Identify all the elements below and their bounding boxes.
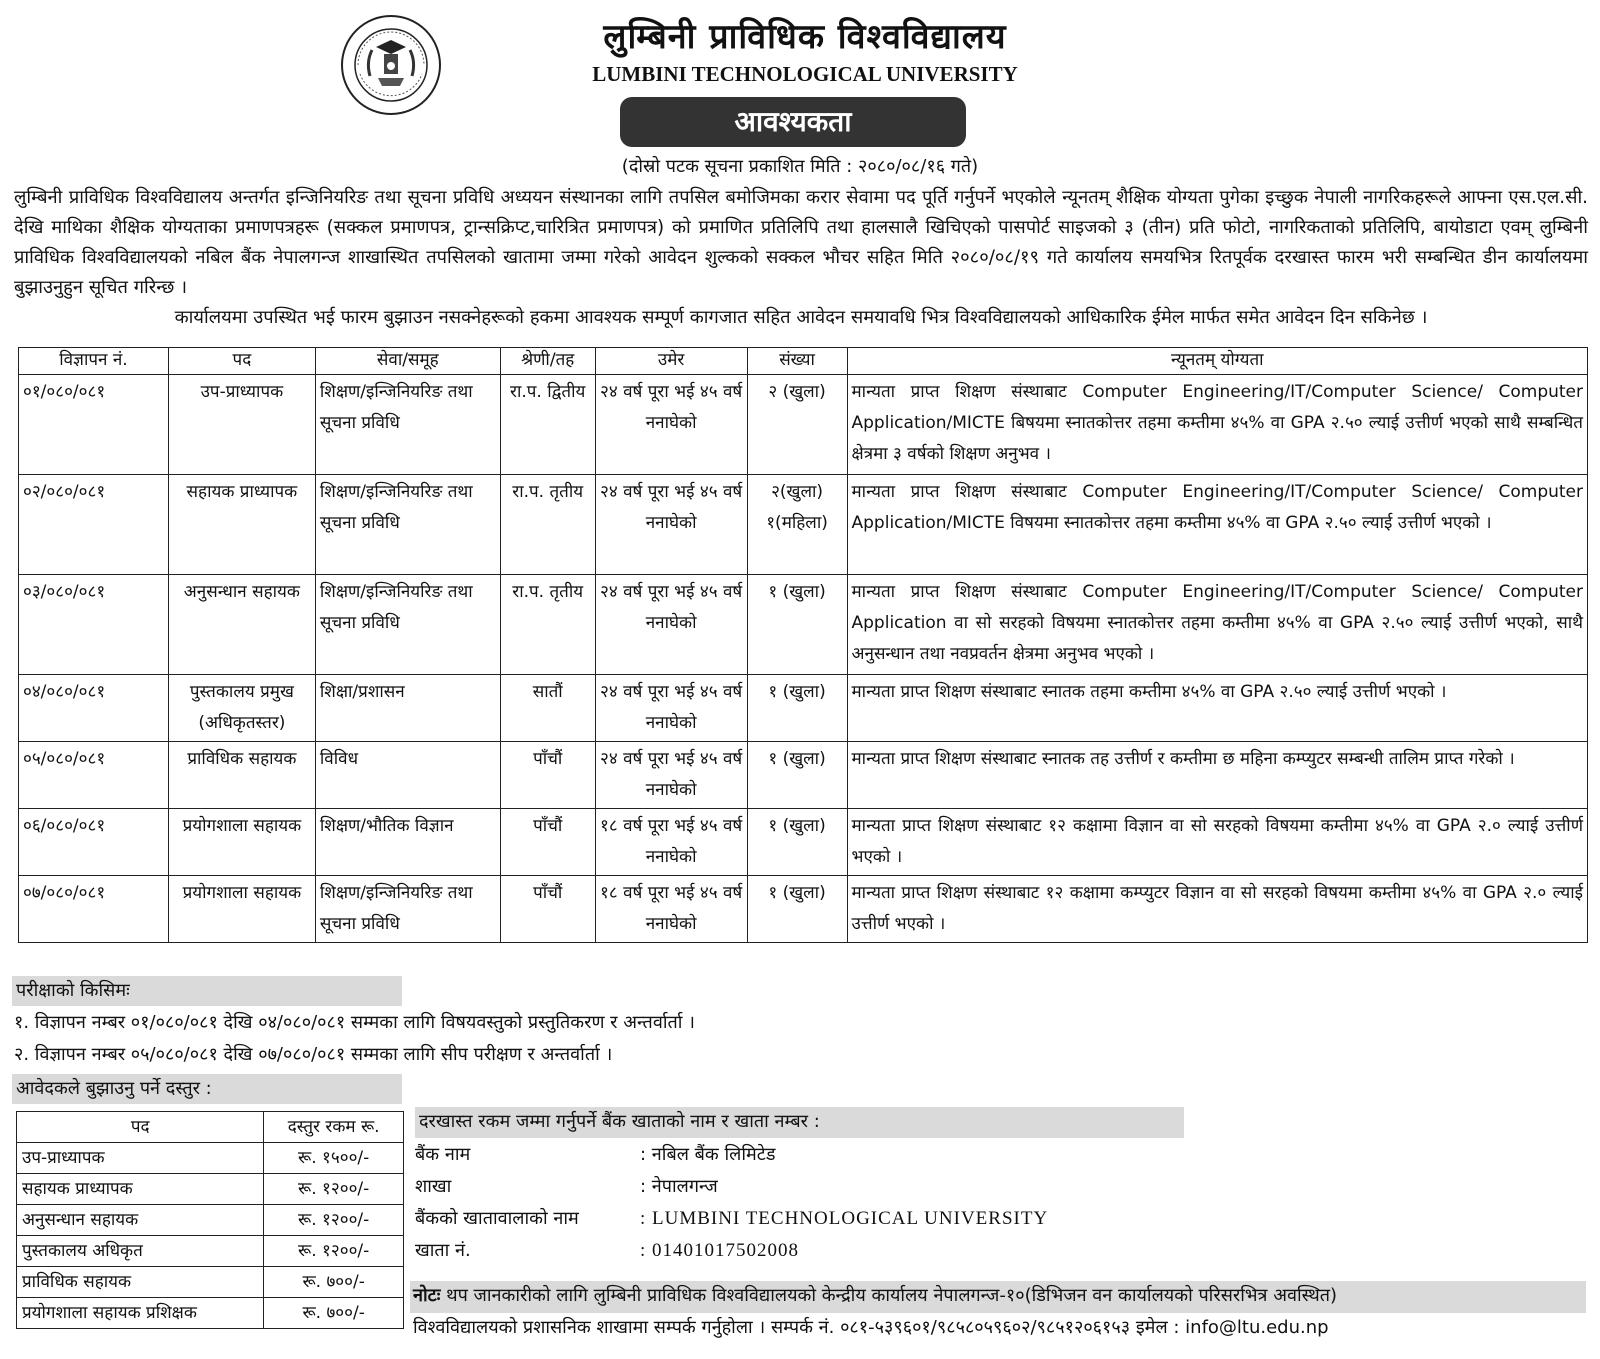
qualification: मान्यता प्राप्त शिक्षण संस्थाबाट स्नातक तहमा कम्तीमा ४५% वा GPA २.५० ल्याई उत्तीर्ण भएको । bbox=[847, 675, 1587, 742]
age: २४ वर्ष पूरा भई ४५ वर्ष ननाघेको bbox=[595, 742, 747, 809]
age: २४ वर्ष पूरा भई ४५ वर्ष ननाघेको bbox=[595, 375, 747, 475]
count: २(खुला) १(महिला) bbox=[747, 475, 847, 575]
publication-date: (दोस्रो पटक सूचना प्रकाशित मिति : २०८०/०८/१६ गते) bbox=[621, 156, 979, 177]
vacancy-table bbox=[18, 347, 1588, 943]
ad-number: ०१/०८०/०८१ bbox=[19, 375, 169, 475]
account-holder-label: बैंकको खातावालाको नाम bbox=[415, 1208, 579, 1229]
fee-post: अनुसन्धान सहायक bbox=[17, 1205, 264, 1236]
exam-item-1: १. विज्ञापन नम्बर ०१/०८०/०८१ देखि ०४/०८०/०८१ सम्मका लागि विषयवस्तुको प्रस्तुतिकरण र अन्तर्वार्ता । bbox=[14, 1012, 695, 1033]
university-title-nepali: लुम्बिनी प्राविधिक विश्वविद्यालय bbox=[603, 17, 1007, 57]
service-group: शिक्षण/इन्जिनियरिङ तथा सूचना प्रविधि bbox=[315, 375, 500, 475]
account-number-value: : 01401017502008 bbox=[640, 1240, 800, 1261]
branch-value: : नेपालगन्ज bbox=[640, 1176, 718, 1197]
post-name: प्रयोगशाला सहायक bbox=[168, 809, 315, 876]
qualification: मान्यता प्राप्त शिक्षण संस्थाबाट १२ कक्षामा विज्ञान वा सो सरहको विषयमा कम्तीमा ४५% वा GPA २.० ल्याई उत्तीर्ण भएको । bbox=[847, 809, 1587, 876]
fee-amount: रू. १५००/- bbox=[264, 1143, 404, 1174]
table-row bbox=[19, 575, 1588, 675]
contact-note bbox=[413, 1280, 1593, 1344]
level: रा.प. तृतीय bbox=[500, 475, 595, 575]
fee-header-row bbox=[17, 1112, 404, 1143]
service-group: शिक्षण/भौतिक विज्ञान bbox=[315, 809, 500, 876]
table-row bbox=[19, 809, 1588, 876]
count: १ (खुला) bbox=[747, 809, 847, 876]
fees-heading: आवेदकले बुझाउनु पर्ने दस्तुर : bbox=[12, 1074, 402, 1104]
post-name: प्रयोगशाला सहायक bbox=[168, 876, 315, 943]
level: रा.प. द्वितीय bbox=[500, 375, 595, 475]
note-label: नोटः bbox=[413, 1285, 441, 1306]
post-name: सहायक प्राध्यापक bbox=[168, 475, 315, 575]
fee-post: प्राविधिक सहायक bbox=[17, 1267, 264, 1298]
table-row bbox=[19, 375, 1588, 475]
qualification: मान्यता प्राप्त शिक्षण संस्थाबाट Computer Engineering/IT/Computer Science/ Computer Application/MICTE विषयमा स्नातकोत्तर तहमा कम्तीमा ४५% वा GPA २.५० ल्याई उत्तीर्ण भएको । bbox=[847, 475, 1587, 575]
table-row bbox=[17, 1174, 404, 1205]
level: पाँचौं bbox=[500, 809, 595, 876]
col-header-level: श्रेणी/तह bbox=[500, 348, 595, 375]
age: २४ वर्ष पूरा भई ४५ वर्ष ननाघेको bbox=[595, 475, 747, 575]
service-group: विविध bbox=[315, 742, 500, 809]
table-row bbox=[17, 1267, 404, 1298]
fee-amount: रू. ७००/- bbox=[264, 1267, 404, 1298]
count: १ (खुला) bbox=[747, 675, 847, 742]
count: १ (खुला) bbox=[747, 876, 847, 943]
notice-banner: आवश्यकता bbox=[620, 97, 966, 147]
table-row bbox=[17, 1236, 404, 1267]
fee-post: प्रयोगशाला सहायक प्रशिक्षक bbox=[17, 1298, 264, 1329]
account-number-label: खाता नं. bbox=[415, 1240, 471, 1261]
col-header-post: पद bbox=[168, 348, 315, 375]
col-header-service: सेवा/समूह bbox=[315, 348, 500, 375]
ad-number: ०५/०८०/०८१ bbox=[19, 742, 169, 809]
ad-number: ०६/०८०/०८१ bbox=[19, 809, 169, 876]
fee-amount: रू. १२००/- bbox=[264, 1205, 404, 1236]
table-row bbox=[17, 1298, 404, 1329]
post-name: उप-प्राध्यापक bbox=[168, 375, 315, 475]
service-group: शिक्षा/प्रशासन bbox=[315, 675, 500, 742]
table-row bbox=[17, 1205, 404, 1236]
age: १८ वर्ष पूरा भई ४५ वर्ष ननाघेको bbox=[595, 876, 747, 943]
col-header-count: संख्या bbox=[747, 348, 847, 375]
ad-number: ०३/०८०/०८१ bbox=[19, 575, 169, 675]
table-header-row bbox=[19, 348, 1588, 375]
qualification: मान्यता प्राप्त शिक्षण संस्थाबाट १२ कक्षामा कम्प्युटर विज्ञान वा सो सरहको विषयमा कम्तीमा ४५% वा GPA २.० ल्याई उत्तीर्ण भएको । bbox=[847, 876, 1587, 943]
intro-paragraph-2: कार्यालयमा उपस्थित भई फारम बुझाउन नसक्नेहरूको हकमा आवश्यक सम्पूर्ण कागजात सहित आवेदन समयावधि भित्र विश्वविद्यालयको आधिकारिक ईमेल मार्फत समेत आवेदन दिन सकिनेछ । bbox=[174, 307, 1428, 328]
exam-item-2: २. विज्ञापन नम्बर ०५/०८०/०८१ देखि ०७/०८०/०८१ सम्मका लागि सीप परीक्षण र अन्तर्वार्ता । bbox=[14, 1044, 613, 1065]
table-row bbox=[17, 1143, 404, 1174]
note-line-2: विश्वविद्यालयको प्रशासनिक शाखामा सम्पर्क गर्नुहोला । सम्पर्क नं. ०८१-५३९६०१/९८५८०५९६०२/९८५१२०६१५३ इमेल : info@ltu.edu.np bbox=[413, 1317, 1329, 1338]
university-seal-logo bbox=[340, 14, 442, 116]
table-row bbox=[19, 876, 1588, 943]
fee-post: उप-प्राध्यापक bbox=[17, 1143, 264, 1174]
col-header-qualification: न्यूनतम् योग्यता bbox=[847, 348, 1587, 375]
account-holder-value: : LUMBINI TECHNOLOGICAL UNIVERSITY bbox=[640, 1208, 1049, 1229]
level: पाँचौं bbox=[500, 742, 595, 809]
level: पाँचौं bbox=[500, 876, 595, 943]
qualification: मान्यता प्राप्त शिक्षण संस्थाबाट Computer Engineering/IT/Computer Science/ Computer Application/MICTE बिषयमा स्नातकोत्तर तहमा कम्तीमा ४५% वा GPA २.५० ल्याई उत्तीर्ण भएको साथै सम्बन्धित क्षेत्रमा ३ वर्षको शिक्षण अनुभव । bbox=[847, 375, 1587, 475]
fee-col-amount: दस्तुर रकम रू. bbox=[264, 1112, 404, 1143]
ad-number: ०७/०८०/०८१ bbox=[19, 876, 169, 943]
count: १ (खुला) bbox=[747, 742, 847, 809]
qualification: मान्यता प्राप्त शिक्षण संस्थाबाट Computer Engineering/IT/Computer Science/ Computer Application वा सो सरहको विषयमा स्नातकोत्तर तहमा कम्तीमा ४५% वा GPA २.५० ल्याई उत्तीर्ण भएको, साथै अनुसन्धान तथा नवप्रवर्तन क्षेत्रमा अनुभव भएको । bbox=[847, 575, 1587, 675]
level: रा.प. तृतीय bbox=[500, 575, 595, 675]
count: २ (खुला) bbox=[747, 375, 847, 475]
age: २४ वर्ष पूरा भई ४५ वर्ष ननाघेको bbox=[595, 575, 747, 675]
level: सातौं bbox=[500, 675, 595, 742]
table-row bbox=[19, 742, 1588, 809]
university-title-english: LUMBINI TECHNOLOGICAL UNIVERSITY bbox=[592, 62, 1018, 86]
table-row bbox=[19, 675, 1588, 742]
bank-heading: दरखास्त रकम जम्मा गर्नुपर्ने बैंक खाताको नाम र खाता नम्बर : bbox=[415, 1107, 1184, 1138]
col-header-ad-no: विज्ञापन नं. bbox=[19, 348, 169, 375]
fee-post: पुस्तकालय अधिकृत bbox=[17, 1236, 264, 1267]
intro-paragraph-1: लुम्बिनी प्राविधिक विश्वविद्यालय अन्तर्गत इन्जिनियरिङ तथा सूचना प्रविधि अध्ययन संस्थानका लागि तपसिल बमोजिमका करार सेवामा पद पूर्ति गर्नुपर्ने भएकोले न्यूनतम् शैक्षिक योग्यता पुगेका इच्छुक नेपाली नागरिकहरूले आफ्ना एस.एल.सी. देखि माथिका शैक्षिक योग्यताका प्रमाणपत्रहरू (सक्कल प्रमाणपत्र, ट्रान्सक्रिप्ट,चारित्रित प्रमाणपत्र) को प्रमाणित प्रतिलिपि तथा हालसालै खिचिएको पासपोर्ट साइजको ३ (तीन) प्रति फोटो, नागरिकताको प्रतिलिपि, बायोडाटा एवम् लुम्बिनी प्राविधिक विश्वविद्यालयको नबिल बैंक नेपालगन्ज शाखास्थित तपसिलको खातामा जम्मा गरेको आवेदन शुल्कको सक्कल भौचर सहित मिति २०८०/०८/१९ गते कार्यालय समयभित्र रितपूर्वक दरखास्त फारम भरी सम्बन्धित डीन कार्यालयमा बुझाउनुहुन सूचित गरिन्छ । bbox=[14, 187, 1588, 298]
table-row bbox=[19, 475, 1588, 575]
ad-number: ०२/०८०/०८१ bbox=[19, 475, 169, 575]
branch-label: शाखा bbox=[415, 1176, 452, 1197]
ad-number: ०४/०८०/०८१ bbox=[19, 675, 169, 742]
post-name: पुस्तकालय प्रमुख (अधिकृतस्तर) bbox=[168, 675, 315, 742]
count: १ (खुला) bbox=[747, 575, 847, 675]
service-group: शिक्षण/इन्जिनियरिङ तथा सूचना प्रविधि bbox=[315, 475, 500, 575]
fee-amount: रू. १२००/- bbox=[264, 1174, 404, 1205]
fee-table bbox=[16, 1111, 404, 1329]
exam-heading: परीक्षाको किसिमः bbox=[12, 976, 402, 1006]
bank-name-value: : नबिल बैंक लिमिटेड bbox=[640, 1144, 776, 1165]
service-group: शिक्षण/इन्जिनियरिङ तथा सूचना प्रविधि bbox=[315, 876, 500, 943]
age: १८ वर्ष पूरा भई ४५ वर्ष ननाघेको bbox=[595, 809, 747, 876]
col-header-age: उमेर bbox=[595, 348, 747, 375]
fee-amount: रू. १२००/- bbox=[264, 1236, 404, 1267]
fee-col-post: पद bbox=[17, 1112, 264, 1143]
fee-amount: रू. ७००/- bbox=[264, 1298, 404, 1329]
post-name: अनुसन्धान सहायक bbox=[168, 575, 315, 675]
service-group: शिक्षण/इन्जिनियरिङ तथा सूचना प्रविधि bbox=[315, 575, 500, 675]
fee-post: सहायक प्राध्यापक bbox=[17, 1174, 264, 1205]
post-name: प्राविधिक सहायक bbox=[168, 742, 315, 809]
note-line-1: थप जानकारीको लागि लुम्बिनी प्राविधिक विश्वविद्यालयको केन्द्रीय कार्यालय नेपालगन्ज-१०(डिभिजन वन कार्यालयको परिसरभित्र अवस्थित) bbox=[440, 1285, 1338, 1306]
intro-text bbox=[14, 183, 1588, 333]
age: २४ वर्ष पूरा भई ४५ वर्ष ननाघेको bbox=[595, 675, 747, 742]
bank-name-label: बैंक नाम bbox=[415, 1144, 471, 1165]
bank-details bbox=[415, 1140, 1175, 1270]
qualification: मान्यता प्राप्त शिक्षण संस्थाबाट स्नातक तह उत्तीर्ण र कम्तीमा छ महिना कम्प्युटर सम्बन्धी तालिम प्राप्त गरेको । bbox=[847, 742, 1587, 809]
